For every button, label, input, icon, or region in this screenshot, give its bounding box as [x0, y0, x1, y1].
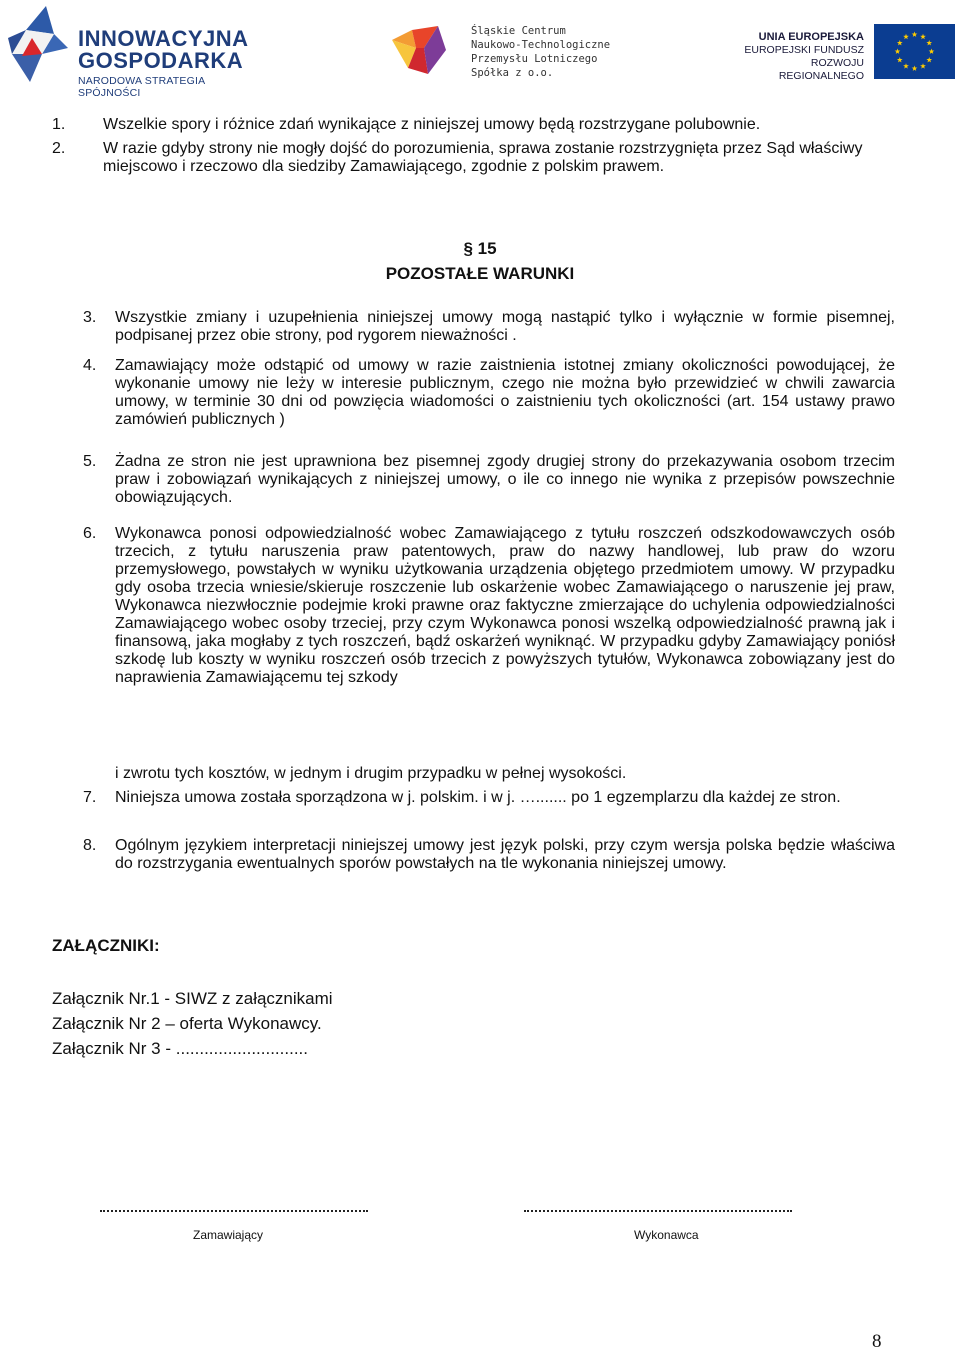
eu-stars-icon: [874, 24, 955, 79]
list-item: Wszystkie zmiany i uzupełnienia niniejszej umowy mogą nastąpić tylko i wyłącznie w formie pisemnej, podpisanej przez obie strony, pod rygorem nieważności .: [115, 309, 895, 344]
item-number: 2.: [52, 140, 66, 157]
signature-label-right: Wykonawca: [634, 1228, 699, 1242]
item-number: 5.: [83, 453, 97, 470]
signature-line-right: [524, 1210, 792, 1212]
page-number: 8: [872, 1331, 882, 1352]
list-item: Wykonawca ponosi odpowiedzialność wobec Zamawiającego z tytułu roszczeń odszkodowawczych osób trzecich, z tytułu naruszenia praw patentowych, praw do nazwy handlowej, lub praw do wzoru przemysłowego, powstałych w wyniku użytkowania urządzenia objętego przedmiotem umowy. W przypadku gdy osoba trzecia wniesie/skieruje roszczenie lub oskarżenie wobec Zamawiającego o naruszenie jej praw, Wykonawca niezwłocznie podejmie kroki prawne oraz faktyczne zmierzające do uchylenia odpowiedzialności Zamawiającego wobec osoby trzeciej, przy czym Wykonawca ponosi wszelką odpowiedzialność prawną jak i finansową, jaka mogłaby z tych roszczeń, bądź oskarżeń wyniknąć. W przypadku gdyby Zamawiający poniósł szkodę lub koszty w wyniku roszczeń osób trzecich z powyższych tytułów, Wykonawca zobowiązany jest do naprawienia Zamawiającemu tej szkody: [115, 525, 895, 686]
eu-star-icon: [897, 40, 903, 45]
eu-star-icon: [903, 63, 909, 68]
eu-star-icon: [920, 63, 926, 68]
eu-logo-line2: EUROPEJSKI FUNDUSZ: [744, 44, 864, 56]
eu-star-icon: [912, 32, 918, 37]
eu-star-icon: [897, 57, 903, 62]
list-item: Zamawiający może odstąpić od umowy w razie zaistnienia istotnej zmiany okoliczności powodującej, że wykonanie umowy nie leży w interesie publicznym, czego nie można było przewidzieć w chwili zawarcia umowy, w terminie 30 dni od powzięcia wiadomości o zaistnieniu tych okoliczności (art. 154 ustawy prawo zamówień publicznych ): [115, 357, 895, 428]
item-number: 6.: [83, 525, 97, 542]
eu-logo-line3: ROZWOJU REGIONALNEGO: [778, 57, 864, 82]
centrum-lotnicze-logo: [388, 22, 628, 82]
signature-label-left: Zamawiający: [193, 1228, 264, 1242]
attachment-item: Załącznik Nr 3 - ............................: [52, 1039, 308, 1058]
ig-logo-line1: INNOWACYJNA: [78, 26, 249, 51]
centrum-logo-line3: Przemysłu Lotniczego: [471, 53, 598, 65]
list-item-continuation: i zwrotu tych kosztów, w jednym i drugim przypadku w pełnej wysokości.: [115, 765, 627, 782]
ig-star-icon: [6, 4, 70, 86]
ig-logo-line2: GOSPODARKA: [78, 48, 244, 73]
eu-star-icon: [895, 49, 901, 54]
eu-logo: [726, 24, 956, 84]
list-item: Niniejsza umowa została sporządzona w j. polskim. i w j. …....... po 1 egzemplarzu dla każdej ze stron.: [115, 789, 841, 806]
centrum-logo-line2: Naukowo-Technologiczne: [471, 39, 611, 51]
item-number: 4.: [83, 357, 97, 374]
eu-star-icon: [929, 49, 935, 54]
list-item: Wszelkie spory i różnice zdań wynikające z niniejszej umowy będą rozstrzygane polubownie.: [103, 116, 761, 133]
centrum-emblem-icon: [388, 22, 458, 82]
item-number: 8.: [83, 837, 97, 854]
page-header: [0, 0, 960, 99]
eu-star-icon: [926, 57, 932, 62]
attachments-title: ZAŁĄCZNIKI:: [52, 936, 160, 955]
item-number: 3.: [83, 309, 97, 326]
signature-line-left: [100, 1210, 368, 1212]
list-item: Żadna ze stron nie jest uprawniona bez pisemnej zgody drugiej strony do przekazywania osobom trzecim praw i zobowiązań wynikających z niniejszej umowy, o ile co innego nie wynika z przepisów powszechnie obowiązujących.: [115, 453, 895, 506]
eu-star-icon: [903, 34, 909, 39]
eu-star-icon: [926, 40, 932, 45]
attachment-item: Załącznik Nr.1 - SIWZ z załącznikami: [52, 989, 333, 1008]
section-title: POZOSTAŁE WARUNKI: [385, 264, 575, 283]
ig-logo-line3: NARODOWA STRATEGIA SPÓJNOŚCI: [78, 75, 205, 99]
centrum-logo-line4: Spółka z o.o.: [471, 67, 554, 79]
eu-flag-icon: [874, 24, 955, 79]
eu-logo-line1: UNIA EUROPEJSKA: [758, 31, 864, 43]
eu-star-icon: [920, 34, 926, 39]
eu-star-icon: [912, 66, 918, 71]
centrum-logo-line1: Śląskie Centrum: [471, 25, 566, 37]
innowacyjna-gospodarka-logo: [6, 4, 266, 99]
item-number: 7.: [83, 789, 97, 806]
attachment-item: Załącznik Nr 2 – oferta Wykonawcy.: [52, 1014, 322, 1033]
list-item: Ogólnym językiem interpretacji niniejszej umowy jest język polski, przy czym wersja polska będzie właściwa do rozstrzygania ewentualnych sporów powstałych na tle wykonania niniejszej umowy.: [115, 837, 895, 872]
section-symbol: § 15: [463, 239, 497, 258]
item-number: 1.: [52, 116, 66, 133]
list-item: W razie gdyby strony nie mogły dojść do porozumienia, sprawa zostanie rozstrzygnięta przez Sąd właściwy miejscowo i rzeczowo dla siedziby Zamawiającego, zgodnie z polskim prawem.: [103, 140, 863, 175]
